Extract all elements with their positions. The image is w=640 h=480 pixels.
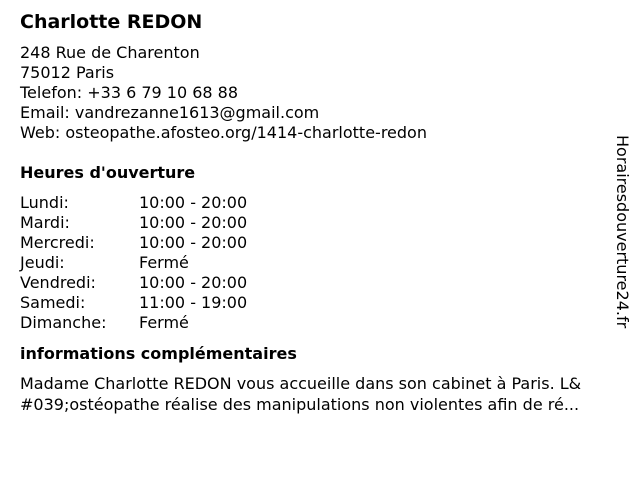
hours-row-samedi [20,293,610,313]
info-heading: informations complémentaires [20,344,297,363]
time-value: 10:00 - 20:00 [139,273,248,292]
day-label: Jeudi: [20,253,65,272]
email-text: Email: vandrezanne1613@gmail.com [20,103,320,122]
time-value: 10:00 - 20:00 [139,233,248,252]
contact-block [20,43,610,143]
time-value: 10:00 - 20:00 [139,193,248,212]
phone-text: Telefon: +33 6 79 10 68 88 [20,83,239,102]
time-value: Fermé [139,253,189,272]
info-line: #039;ostéopathe réalise des manipulations non violentes afin de ré... [20,395,580,414]
time-value: 11:00 - 19:00 [139,293,248,312]
info-description [20,373,630,415]
info-line: Madame Charlotte REDON vous accueille dans son cabinet à Paris. L& [20,374,582,393]
day-label: Mardi: [20,213,70,232]
day-label: Lundi: [20,193,69,212]
site-watermark: Horairesdouverture24.fr [613,135,632,329]
hours-row-mercredi [20,233,610,253]
hours-table [20,193,610,333]
hours-row-lundi [20,193,610,213]
day-label: Vendredi: [20,273,96,292]
day-label: Samedi: [20,293,86,312]
address-street: 248 Rue de Charenton [20,43,200,62]
business-name: Charlotte REDON [20,11,203,33]
hours-row-dimanche [20,313,610,333]
day-label: Dimanche: [20,313,107,332]
hours-row-vendredi [20,273,610,293]
hours-heading: Heures d'ouverture [20,163,196,182]
time-value: Fermé [139,313,189,332]
time-value: 10:00 - 20:00 [139,213,248,232]
business-card [20,10,610,415]
address-city: 75012 Paris [20,63,115,82]
web-text: Web: osteopathe.afosteo.org/1414-charlotte-redon [20,123,427,142]
day-label: Mercredi: [20,233,95,252]
hours-row-jeudi [20,253,610,273]
hours-row-mardi [20,213,610,233]
